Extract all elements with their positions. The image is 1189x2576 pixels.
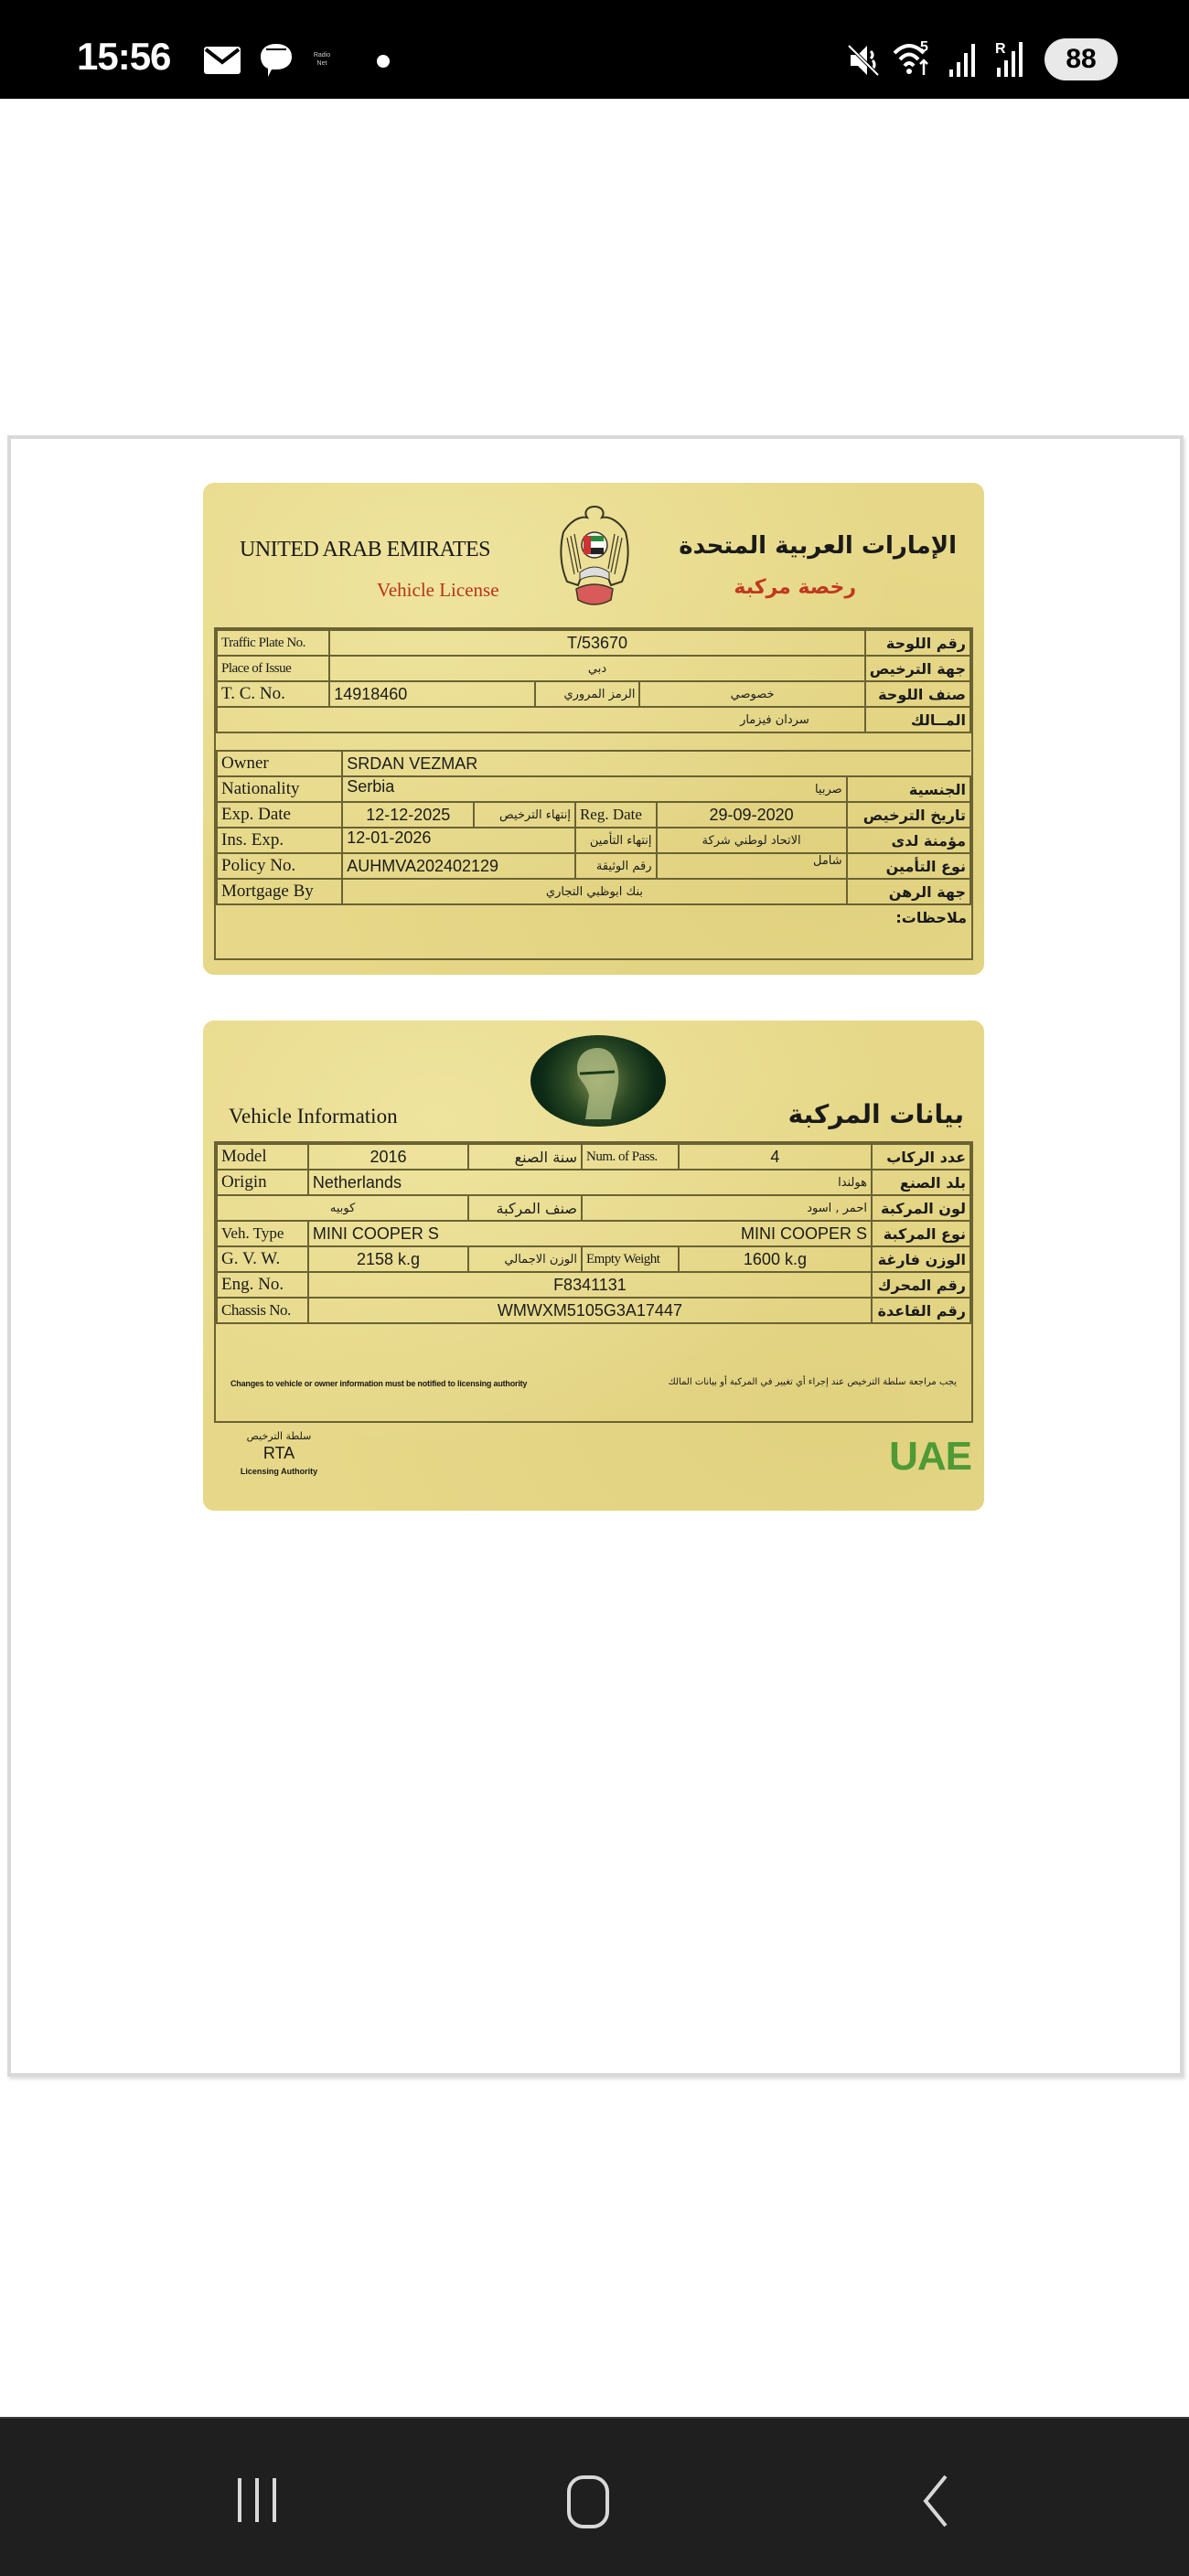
table-row <box>217 1221 970 1246</box>
origin-label-ar: بلد الصنع <box>872 1170 970 1195</box>
table-row <box>217 879 970 904</box>
empty-weight-label: Empty Weight <box>582 1246 679 1272</box>
table-row <box>217 681 970 707</box>
wifi-5g-icon <box>893 37 935 85</box>
vehicle-license-card <box>203 483 984 975</box>
veh-type-value: MINI COOPER S <box>308 1221 582 1246</box>
eng-no-value: F8341131 <box>308 1272 872 1298</box>
insurance-type-label-ar: نوع التأمين <box>847 853 970 879</box>
licensing-authority <box>229 1430 329 1476</box>
owner-label-ar: المــالك <box>865 707 970 732</box>
insurer-value-ar: الاتحاد لوطني شركة <box>657 828 847 853</box>
notes-label-ar: ملاحظات: <box>895 909 967 926</box>
vehicle-color-value-ar: احمر , اسود <box>582 1195 872 1221</box>
eng-no-label: Eng. No. <box>217 1272 308 1298</box>
mortgage-label-ar: جهة الرهن <box>847 879 970 904</box>
origin-label: Origin <box>217 1170 308 1195</box>
home-icon <box>560 2469 624 2533</box>
signal-icon <box>948 42 975 83</box>
num-pass-label-ar: عدد الركاب <box>872 1144 970 1170</box>
table-row <box>217 776 970 802</box>
radio-app-icon: Radio Net <box>313 52 331 67</box>
vehicle-info-title-ar: بيانات المركبة <box>787 1099 964 1129</box>
table-row <box>217 656 970 681</box>
table-row <box>217 1298 970 1323</box>
place-of-issue-value: دبي <box>329 656 865 681</box>
reg-date-value: 29-09-2020 <box>657 802 847 828</box>
mute-icon <box>847 42 880 83</box>
vehicle-table <box>216 1143 971 1324</box>
table-row <box>217 751 970 776</box>
battery-icon: 88 <box>1044 38 1118 80</box>
policy-no-label: Policy No. <box>217 853 342 879</box>
ins-exp-value: 12-01-2026 <box>342 828 575 853</box>
model-label: Model <box>217 1144 308 1170</box>
num-pass-value: 4 <box>679 1144 872 1170</box>
uae-mark: UAE <box>889 1434 971 1479</box>
year-label-ar: سنة الصنع <box>468 1144 582 1170</box>
veh-type-label-ar: نوع المركبة <box>872 1221 970 1246</box>
license-table-bottom <box>216 750 971 930</box>
country-title-en: UNITED ARAB EMIRATES <box>240 538 491 561</box>
veh-type-value-right: MINI COOPER S <box>582 1221 872 1246</box>
owner-label: Owner <box>217 751 342 776</box>
mortgage-label: Mortgage By <box>217 879 342 904</box>
origin-value-ar: هولندا <box>582 1170 872 1195</box>
ins-exp-label: Ins. Exp. <box>217 828 342 853</box>
place-of-issue-label: Place of Issue <box>217 656 329 681</box>
chassis-no-value: WMWXM5105G3A17447 <box>308 1298 872 1323</box>
table-row <box>217 1272 970 1298</box>
veh-type-label: Veh. Type <box>217 1221 308 1246</box>
owner-value: SRDAN VEZMAR <box>342 751 970 776</box>
place-of-issue-label-ar: جهة الترخيص <box>865 656 970 681</box>
mail-icon <box>203 46 241 80</box>
insured-with-label-ar: مؤمنة لدى <box>847 828 970 853</box>
table-row <box>217 853 970 879</box>
navigation-bar <box>0 2417 1189 2576</box>
country-title-ar: الإمارات العربية المتحدة <box>679 532 957 560</box>
vehicle-color-label-ar: لون المركبة <box>872 1195 970 1221</box>
notification-dot-icon <box>377 55 390 68</box>
vehicle-info-title-en: Vehicle Information <box>229 1105 398 1128</box>
notice-en: Changes to vehicle or owner information must be notified to licensing authority <box>230 1379 528 1388</box>
license-expiry-label-ar: إنتهاء الترخيص <box>474 802 575 828</box>
plate-class-value: خصوصي <box>639 681 864 707</box>
vehicle-information-card <box>203 1021 984 1511</box>
table-row <box>217 1246 970 1272</box>
license-date-label-ar: تاريخ الترخيص <box>847 802 970 828</box>
empty-weight-label-ar: الوزن فارغة <box>872 1246 970 1272</box>
chassis-no-label: Chassis No. <box>217 1298 308 1323</box>
traffic-code-label-ar: الرمز المروري <box>535 681 639 707</box>
document-title-ar: رخصة مركبة <box>734 576 856 599</box>
authority-label-ar: سلطة الترخيص <box>246 1430 312 1442</box>
exp-date-label: Exp. Date <box>217 802 342 828</box>
gross-weight-label-ar: الوزن الاجمالي <box>468 1246 582 1272</box>
chat-icon <box>259 42 294 83</box>
model-value: 2016 <box>308 1144 468 1170</box>
gvw-label: G. V. W. <box>217 1246 308 1272</box>
authority-label-en: Licensing Authority <box>240 1467 318 1476</box>
vehicle-class-label-ar: صنف المركبة <box>468 1195 582 1221</box>
policy-label-ar: رقم الوثيقة <box>575 853 657 879</box>
table-row <box>217 904 970 930</box>
signal-roaming-icon <box>993 37 1026 83</box>
clock: 15:56 <box>77 35 171 78</box>
table-row <box>217 1195 970 1221</box>
nationality-value: Serbia <box>342 776 575 802</box>
document-title-en: Vehicle License <box>377 579 499 601</box>
notice-ar: يجب مراجعة سلطة الترخيص عند إجراء أي تغيير في المركبة أو بيانات المالك <box>668 1377 957 1387</box>
policy-no-value: AUHMVA202402129 <box>342 853 575 879</box>
svg-text:5: 5 <box>920 39 928 55</box>
traffic-plate-label: Traffic Plate No. <box>217 630 329 656</box>
uae-emblem-icon <box>551 501 638 611</box>
recents-button[interactable] <box>229 2469 293 2533</box>
plate-class-label-ar: صنف اللوحة <box>865 681 970 707</box>
traffic-plate-value: T/53670 <box>329 630 865 656</box>
license-table-top <box>216 629 971 733</box>
empty-weight-value: 1600 k.g <box>679 1246 872 1272</box>
table-row <box>217 1170 970 1195</box>
table-row <box>217 828 970 853</box>
eng-no-label-ar: رقم المحرك <box>872 1272 970 1298</box>
gvw-value: 2158 k.g <box>308 1246 468 1272</box>
authority-name: RTA <box>262 1444 295 1462</box>
nationality-value-ar: صربيا <box>575 776 847 802</box>
table-row <box>217 630 970 656</box>
insurance-type-value-ar: شامل <box>657 853 847 879</box>
nationality-label-ar: الجنسية <box>847 776 970 802</box>
owner-name-ar: سردان فيزمار <box>217 707 865 732</box>
nationality-label: Nationality <box>217 776 342 802</box>
num-pass-label: Num. of Pass. <box>582 1144 679 1170</box>
table-row <box>217 802 970 828</box>
home-button[interactable] <box>560 2469 624 2533</box>
vehicle-class-value-ar: كوبيه <box>217 1195 468 1221</box>
table-row <box>217 1144 970 1170</box>
reg-date-label: Reg. Date <box>575 802 657 828</box>
tc-no-label: T. C. No. <box>217 681 329 707</box>
status-bar <box>0 0 1189 99</box>
svg-text:R: R <box>995 41 1006 57</box>
exp-date-value: 12-12-2025 <box>342 802 474 828</box>
tc-no-value: 14918460 <box>329 681 535 707</box>
back-button[interactable] <box>905 2469 969 2533</box>
chassis-no-label-ar: رقم القاعدة <box>872 1298 970 1323</box>
origin-value: Netherlands <box>308 1170 582 1195</box>
recents-icon <box>229 2469 293 2533</box>
traffic-plate-label-ar: رقم اللوحة <box>865 630 970 656</box>
mortgage-value-ar: بنك ابوظبي التجاري <box>342 879 846 904</box>
table-row <box>217 707 970 732</box>
insurance-expiry-label-ar: إنتهاء التأمين <box>575 828 657 853</box>
back-icon <box>905 2469 969 2533</box>
falcon-seal-icon <box>530 1035 666 1127</box>
